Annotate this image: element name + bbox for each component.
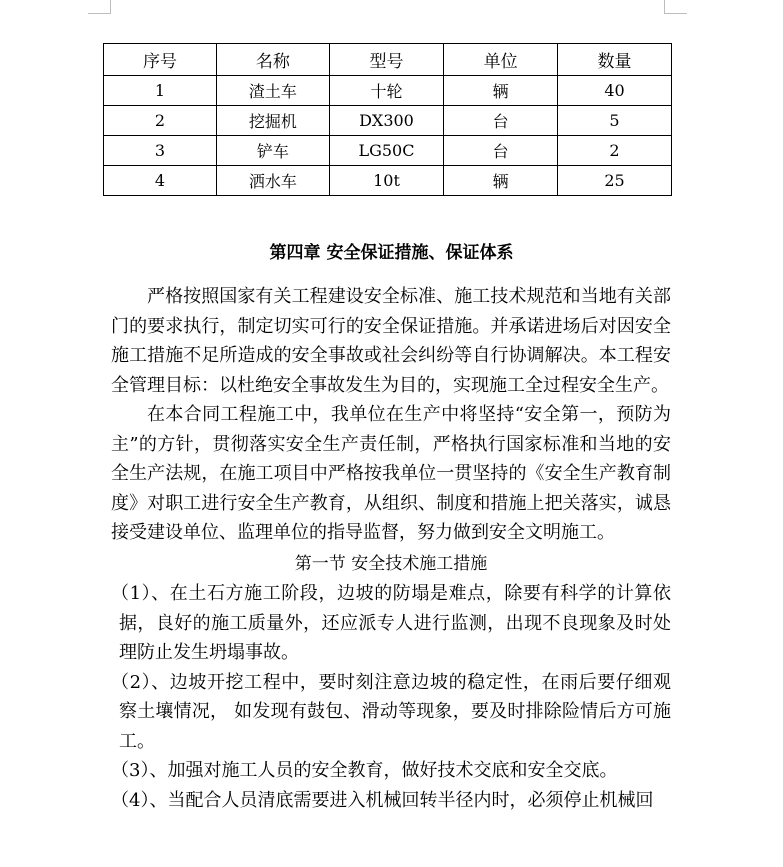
crop-mark-right bbox=[664, 0, 665, 14]
table-row bbox=[104, 166, 672, 196]
table-cell: 铲车 bbox=[216, 136, 329, 166]
table-cell: 2 bbox=[104, 106, 217, 136]
table-cell: 1 bbox=[104, 76, 217, 106]
list-item: （4）、当配合人员清底需要进入机械回转半径内时，必须停止机械回 bbox=[111, 789, 654, 811]
list-item: （3）、加强对施工人员的安全教育，做好技术交底和安全交底。 bbox=[111, 760, 618, 781]
table-cell: 台 bbox=[444, 136, 558, 166]
table-cell: 25 bbox=[558, 166, 672, 196]
table-cell: DX300 bbox=[329, 106, 443, 136]
table-row bbox=[104, 106, 672, 136]
table-cell: 2 bbox=[558, 136, 672, 166]
table-cell: 3 bbox=[104, 136, 217, 166]
page-crop-marks bbox=[0, 0, 783, 20]
table-cell: 十轮 bbox=[329, 76, 443, 106]
table-cell: 10t bbox=[329, 166, 443, 196]
table-cell: 辆 bbox=[444, 76, 558, 106]
table-header-cell: 数量 bbox=[558, 44, 672, 76]
table-cell: 渣土车 bbox=[216, 76, 329, 106]
crop-mark-right-horizontal bbox=[665, 13, 687, 14]
table-row bbox=[104, 76, 672, 106]
table-header-cell: 单位 bbox=[444, 44, 558, 76]
table-cell: 5 bbox=[558, 106, 672, 136]
list-item: （1）、在土石方施工阶段，边坡的防塌是难点，除要有科学的计算依据，良好的施工质量外，还应派专人进行监测，出现不良现象及时处理防止发生坍塌事故。 bbox=[111, 583, 671, 663]
chapter-title: 第四章 安全保证措施、保证体系 bbox=[269, 243, 514, 263]
table-row bbox=[104, 136, 672, 166]
crop-mark-left bbox=[110, 0, 111, 14]
table-cell: LG50C bbox=[329, 136, 443, 166]
table-cell: 挖掘机 bbox=[216, 106, 329, 136]
list-item: （2）、边坡开挖工程中，要时刻注意边坡的稳定性，在雨后要仔细观察土壤情况， 如发现有鼓包、滑动等现象，要及时排除险情后方可施工。 bbox=[111, 671, 671, 752]
table-header-cell: 名称 bbox=[216, 44, 329, 76]
table-header-row bbox=[104, 44, 672, 76]
section-title: 第一节 安全技术施工措施 bbox=[294, 553, 488, 574]
table-cell: 台 bbox=[444, 106, 558, 136]
table-header-cell: 型号 bbox=[329, 44, 443, 76]
crop-mark-left-horizontal bbox=[88, 13, 110, 14]
document-body bbox=[111, 282, 671, 815]
table-cell: 洒水车 bbox=[216, 166, 329, 196]
table-header-cell: 序号 bbox=[104, 44, 217, 76]
table-cell: 40 bbox=[558, 76, 672, 106]
paragraph: 严格按照国家有关工程建设安全标准、施工技术规范和当地有关部门的要求执行，制定切实可行的安全保证措施。并承诺进场后对因安全施工措施不足所造成的安全事故或社会纠纷等自行协调解决。本工程安全管理目标：以杜绝安全事故发生为目的，实现施工全过程安全生产。 bbox=[111, 286, 671, 396]
equipment-table bbox=[103, 43, 672, 196]
table-cell: 辆 bbox=[444, 166, 558, 196]
table-cell: 4 bbox=[104, 166, 217, 196]
paragraph: 在本合同工程施工中，我单位在生产中将坚持“安全第一，预防为主”的方针，贯彻落实安全生产责任制，严格执行国家标准和当地的安全生产法规，在施工项目中严格按我单位一贯坚持的《安全生产教育制度》对职工进行安全生产教育，从组织、制度和措施上把关落实，诚恳接受建设单位、监理单位的指导监督，努力做到安全文明施工。 bbox=[111, 404, 671, 543]
